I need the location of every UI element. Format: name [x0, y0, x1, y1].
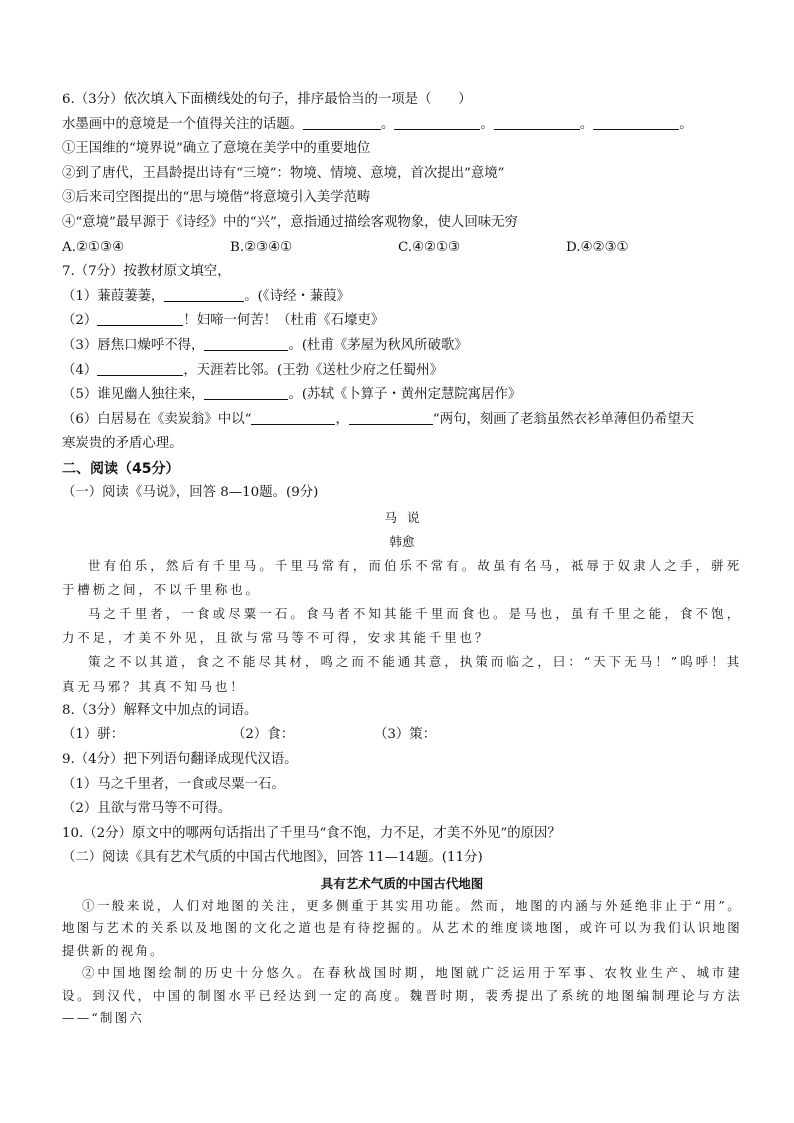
q7-2-suffix: ！妇啼一何苦！（杜甫《石壕吏》: [183, 313, 385, 329]
q6-item-4: ④“意境”最早源于《诗经》中的“兴”，意指通过描绘客观物象，使人回味无穷: [62, 214, 518, 230]
q7-5-suffix: 。(苏轼《卜算子・黄州定慧院寓居作》: [288, 387, 522, 403]
q6-option-d[interactable]: D.④②③①: [566, 239, 629, 255]
q7-5-blank[interactable]: [204, 385, 288, 400]
q7-stem: 7.（7分）按教材原文填空，: [62, 264, 231, 280]
q7-3-prefix: （3）唇焦口燥呼不得，: [62, 337, 205, 353]
q7-item-1: [62, 285, 742, 310]
q6-lead-line: [62, 113, 742, 138]
q6-sep-3: 。: [579, 116, 594, 132]
q6-option-a[interactable]: A.②①③④: [62, 239, 124, 255]
q7-item-6: [62, 408, 742, 433]
part2-paragraph-2: ②中国地图绘制的历史十分悠久。在春秋战国时期，地图就广泛运用于军事、农牧业生产、城市建设。到汉代，中国的制图水平已经达到一定的高度。魏晋时期，裴秀提出了系统的地图编制理论与方法——“制图六: [62, 965, 742, 1025]
q7-4-prefix: （4）: [62, 362, 98, 378]
q6-blank-1[interactable]: [303, 115, 381, 130]
q7-item-2: [62, 309, 742, 334]
q7-item-3: [62, 334, 742, 359]
q8-items: [62, 723, 742, 748]
exam-page: [62, 88, 742, 1029]
q7-1-suffix: 。(《诗经・蒹葭》: [244, 288, 350, 304]
q7-6-suffix: ”两句，刻画了老翁虽然衣衫单薄但仍希望天: [432, 411, 695, 427]
q6-blank-4[interactable]: [593, 115, 679, 130]
q7-1-blank[interactable]: [164, 287, 244, 302]
q6-option-b[interactable]: B.②③④①: [230, 239, 293, 255]
q10-stem: 10.（2分）原文中的哪两句话指出了千里马“食不饱，力不足，才美不外见”的原因？: [62, 825, 561, 841]
q6-sep-1: 。: [381, 116, 395, 132]
q7-6-blank-2[interactable]: [349, 410, 433, 425]
q7-item-6-cont: 寒炭贵的矛盾心理。: [62, 436, 183, 452]
q6-item-2: ②到了唐代，王昌龄提出诗有“三境”：物境、情境、意境，首次提出“意境”: [62, 165, 505, 181]
q7-3-suffix: 。(杜甫《茅屋为秋风所破歌》: [288, 337, 468, 353]
q7-6-blank-1[interactable]: [251, 410, 335, 425]
q7-4-blank[interactable]: [97, 361, 183, 376]
part1-intro: （一）阅读《马说》，回答 8—10题。(9分): [62, 484, 319, 500]
q6-stem: 6.（3分）依次填入下面横线处的句子，排序最恰当的一项是（ ）: [62, 92, 472, 107]
q6-sep-4: 。: [679, 116, 693, 132]
q7-2-blank[interactable]: [97, 311, 183, 326]
q7-item-4: [62, 359, 742, 384]
q7-6-comma: ，: [335, 411, 349, 427]
part1-paragraph-2: 马之千里者，一食或尽粟一石。食马者不知其能千里而食也。是马也，虽有千里之能，食不饱，力不足，才美不外见，且欲与常马等不可得，安求其能千里也？: [62, 605, 742, 646]
q6-options: [62, 236, 742, 261]
q7-3-blank[interactable]: [204, 336, 288, 351]
part1-author: 韩愈: [389, 533, 415, 549]
q8-stem: 8.（3分）解释文中加点的词语。: [62, 702, 258, 718]
q6-lead: 水墨画中的意境是一个值得关注的话题。: [62, 116, 304, 132]
part1-paragraph-1: 世有伯乐，然后有千里马。千里马常有，而伯乐不常有。故虽有名马，祗辱于奴隶人之手，骈死于槽枥之间，不以千里称也。: [62, 557, 742, 597]
q7-4-suffix: ，天涯若比邻。(王勃《送杜少府之任蜀州》: [183, 362, 443, 378]
q7-item-5: [62, 383, 742, 408]
q6-item-1: ①王国维的“境界说”确立了意境在美学中的重要地位: [62, 141, 371, 157]
q9-item-2: （2）且欲与常马等不可得。: [62, 801, 232, 817]
q8-item-1: （1）骈：: [62, 727, 125, 743]
q9-stem: 9.（4分）把下列语句翻译成现代汉语。: [62, 751, 298, 767]
q6-item-3: ③后来司空图提出的“思与境偕”将意境引入美学范畴: [62, 190, 371, 206]
part1-title: 马说: [384, 509, 430, 525]
q8-item-3: （3）策：: [374, 727, 437, 743]
part2-title: 具有艺术气质的中国古代地图: [320, 875, 484, 891]
q6-sep-2: 。: [480, 116, 494, 132]
q8-item-2: （2）食：: [232, 727, 295, 743]
part1-paragraph-3: 策之不以其道，食之不能尽其材，鸣之而不能通其意，执策而临之，曰：“天下无马！”呜呼！其真无马邪？其真不知马也！: [62, 654, 742, 694]
q7-5-prefix: （5）谁见幽人独往来，: [62, 387, 205, 403]
q9-item-1: （1）马之千里者，一食或尽粟一石。: [62, 776, 285, 792]
section-reading-heading: 二、阅读（45分）: [62, 460, 180, 477]
q6-option-c[interactable]: C.④②①③: [398, 239, 461, 255]
q6-blank-3[interactable]: [494, 115, 580, 130]
q7-2-prefix: （2）: [62, 313, 98, 329]
part2-paragraph-1: ①一般来说，人们对地图的关注，更多侧重于其实用功能。然而，地图的内涵与外延绝非止于“用”。地图与艺术的关系以及地图的文化之道也是有待挖掘的。从艺术的维度谈地图，或许可以为我们认识地图提供新的视角。: [62, 897, 742, 958]
q6-blank-2[interactable]: [394, 115, 480, 130]
part2-intro: （二）阅读《具有艺术气质的中国古代地图》，回答 11—14题。(11分): [62, 850, 483, 866]
q7-6-prefix: （6）白居易在《卖炭翁》中以“: [62, 411, 252, 427]
q7-1-prefix: （1）蒹葭萋萋，: [62, 288, 165, 304]
